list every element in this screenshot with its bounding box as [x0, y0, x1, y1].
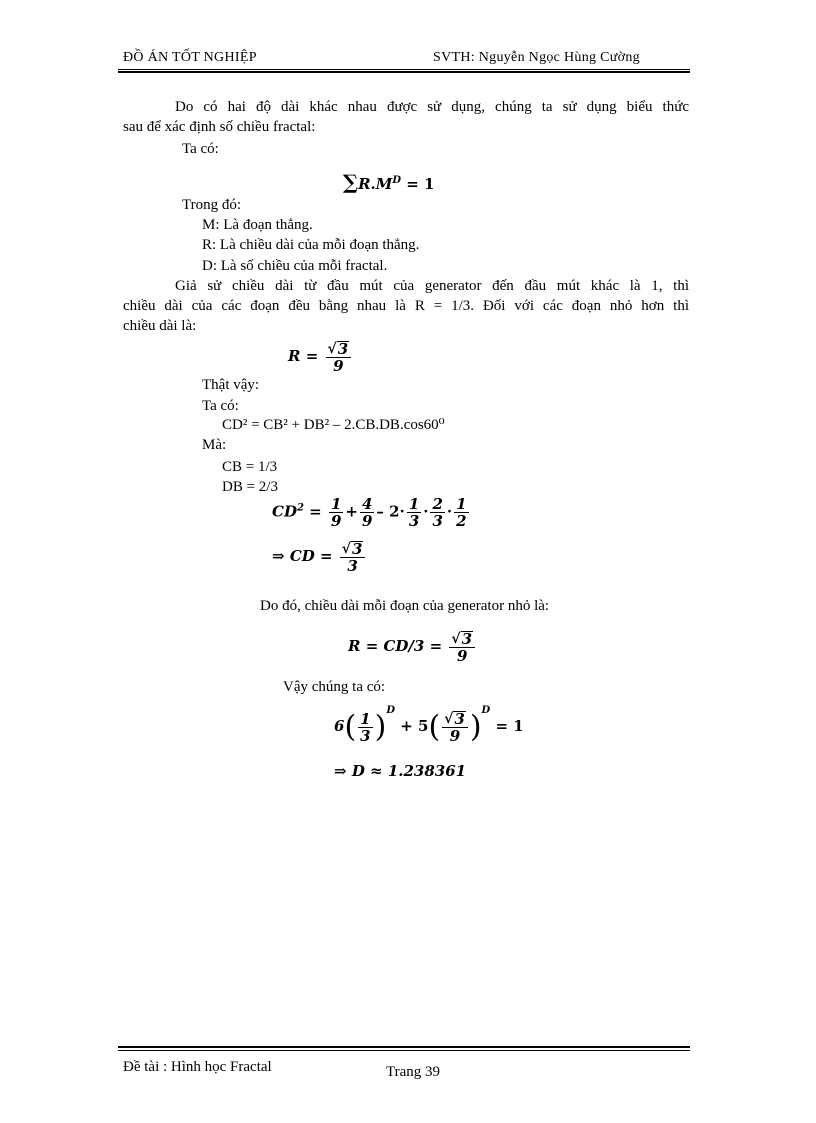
taco-label-2: Ta có: — [202, 398, 239, 414]
eq2-numerator: 3 — [337, 340, 349, 358]
eq3-dot-1: · — [423, 502, 429, 521]
footer-page-number: Trang 39 — [386, 1064, 441, 1080]
equation-cd-result — [272, 540, 367, 574]
sqrt-icon: √ — [341, 541, 351, 557]
eq3-f2-num: 4 — [361, 495, 373, 513]
eq3-exponent: 2 — [296, 502, 304, 514]
para1-line1: Do có hai độ dài khác nhau được sử dụng, chúng ta sử dụng biểu thức — [175, 99, 689, 115]
cd-squared-formula: CD² = CB² + DB² – 2.CB.DB.cos60⁰ — [222, 417, 445, 433]
header-rule-thin — [118, 69, 690, 70]
eq6-f2-den: 9 — [449, 727, 461, 745]
para2-line1: Giả sử chiều dài từ đầu mút của generator đến đầu mút khác là 1, thì — [175, 278, 689, 294]
footer-rule-thin — [118, 1050, 690, 1051]
para2-line2: chiều dài của các đoạn đều bằng nhau là R = 1/3. Đối với các đoạn nhỏ hơn thì — [123, 298, 689, 314]
eq3-f2-den: 9 — [361, 512, 373, 530]
eq6-f2-num: 3 — [454, 710, 465, 728]
eq1-rhs: = 1 — [406, 175, 435, 193]
eq2-fraction — [326, 340, 352, 374]
eq3-f4-den: 3 — [432, 512, 443, 530]
eq6-f1-num: 1 — [360, 709, 371, 728]
thatvay-label: Thật vậy: — [202, 377, 260, 393]
para2-line3: chiều dài là: — [123, 318, 197, 334]
equation-cd-squared — [272, 496, 471, 529]
header-rule-thick — [118, 71, 690, 73]
eq3-f5-den: 2 — [456, 512, 467, 530]
implies-icon: ⇒ — [334, 762, 347, 780]
eq7-text: D ≈ 1.238361 — [351, 762, 467, 780]
eq3-f1-num: 1 — [330, 495, 342, 513]
eq4-lhs: CD = — [289, 547, 333, 565]
left-paren-icon: ( — [428, 709, 441, 745]
eq3-f5-num: 1 — [456, 495, 467, 513]
dodo-line: Do đó, chiều dài mỗi đoạn của generator nhỏ là: — [260, 598, 550, 614]
eq6-exponent-2: D — [481, 705, 491, 716]
eq3-dot-2: · — [446, 502, 453, 521]
right-paren-icon: ) — [469, 709, 482, 745]
eq5-numerator: 3 — [461, 630, 473, 648]
footer-rule-thick — [118, 1046, 690, 1048]
eq3-lhs: CD — [272, 502, 297, 521]
eq1-rm: R.M — [358, 175, 393, 193]
footer-topic: Đề tài : Hình học Fractal — [123, 1059, 272, 1075]
implies-icon: ⇒ — [272, 547, 285, 565]
equation-d-result — [334, 762, 466, 780]
cb-value: CB = 1/3 — [222, 459, 278, 475]
definition-r: R: Là chiều dài của mỗi đoạn thẳng. — [202, 237, 420, 253]
eq2-denominator: 9 — [333, 357, 344, 375]
equation-sum-rm — [343, 170, 435, 194]
eq3-f1-den: 9 — [330, 512, 342, 530]
eq4-denominator: 3 — [347, 557, 358, 575]
equation-r-cd-over-3 — [348, 630, 477, 664]
header-right: SVTH: Nguyễn Ngọc Hùng Cường — [433, 50, 640, 65]
header-left: ĐỒ ÁN TỐT NGHIỆP — [123, 50, 257, 65]
eq1-exponent: D — [392, 175, 402, 186]
right-paren-icon: ) — [374, 709, 387, 745]
para1-line2: sau để xác định số chiều fractal: — [123, 119, 316, 135]
sqrt-icon: √ — [451, 631, 461, 647]
eq6-exponent-1: D — [386, 705, 395, 716]
eq5-lhs: R = CD/3 = — [348, 637, 443, 655]
equation-dimension — [334, 705, 524, 745]
definition-m: M: Là đoạn thẳng. — [202, 217, 313, 233]
eq3-f4-num: 2 — [432, 495, 443, 513]
sqrt-icon: √ — [444, 711, 454, 727]
sum-symbol: ∑ — [343, 170, 359, 194]
taco-label-1: Ta có: — [182, 141, 219, 157]
eq5-denominator: 9 — [456, 647, 468, 665]
eq4-numerator: 3 — [352, 540, 363, 558]
sqrt-icon: √ — [327, 341, 337, 357]
vay-line: Vậy chúng ta có: — [283, 679, 386, 695]
eq3-f3-den: 3 — [408, 512, 420, 530]
eq3-f3-num: 1 — [408, 495, 420, 513]
ma-label: Mà: — [202, 437, 227, 453]
eq3-equals: = — [309, 502, 322, 521]
eq6-f1-den: 3 — [360, 726, 371, 745]
eq6-plus-5: + 5 — [400, 717, 429, 735]
left-paren-icon: ( — [344, 709, 357, 745]
equation-r-sqrt3-over-9 — [288, 340, 353, 374]
eq6-coef-6: 6 — [334, 717, 345, 735]
db-value: DB = 2/3 — [222, 479, 278, 495]
eq3-minus-two: – 2· — [376, 502, 405, 521]
eq6-rhs: = 1 — [495, 717, 524, 735]
definition-d: D: Là số chiều của mỗi fractal. — [202, 258, 388, 274]
eq3-plus: + — [345, 502, 358, 521]
eq2-lhs: R = — [288, 347, 319, 365]
trongdo-label: Trong đó: — [182, 197, 242, 213]
